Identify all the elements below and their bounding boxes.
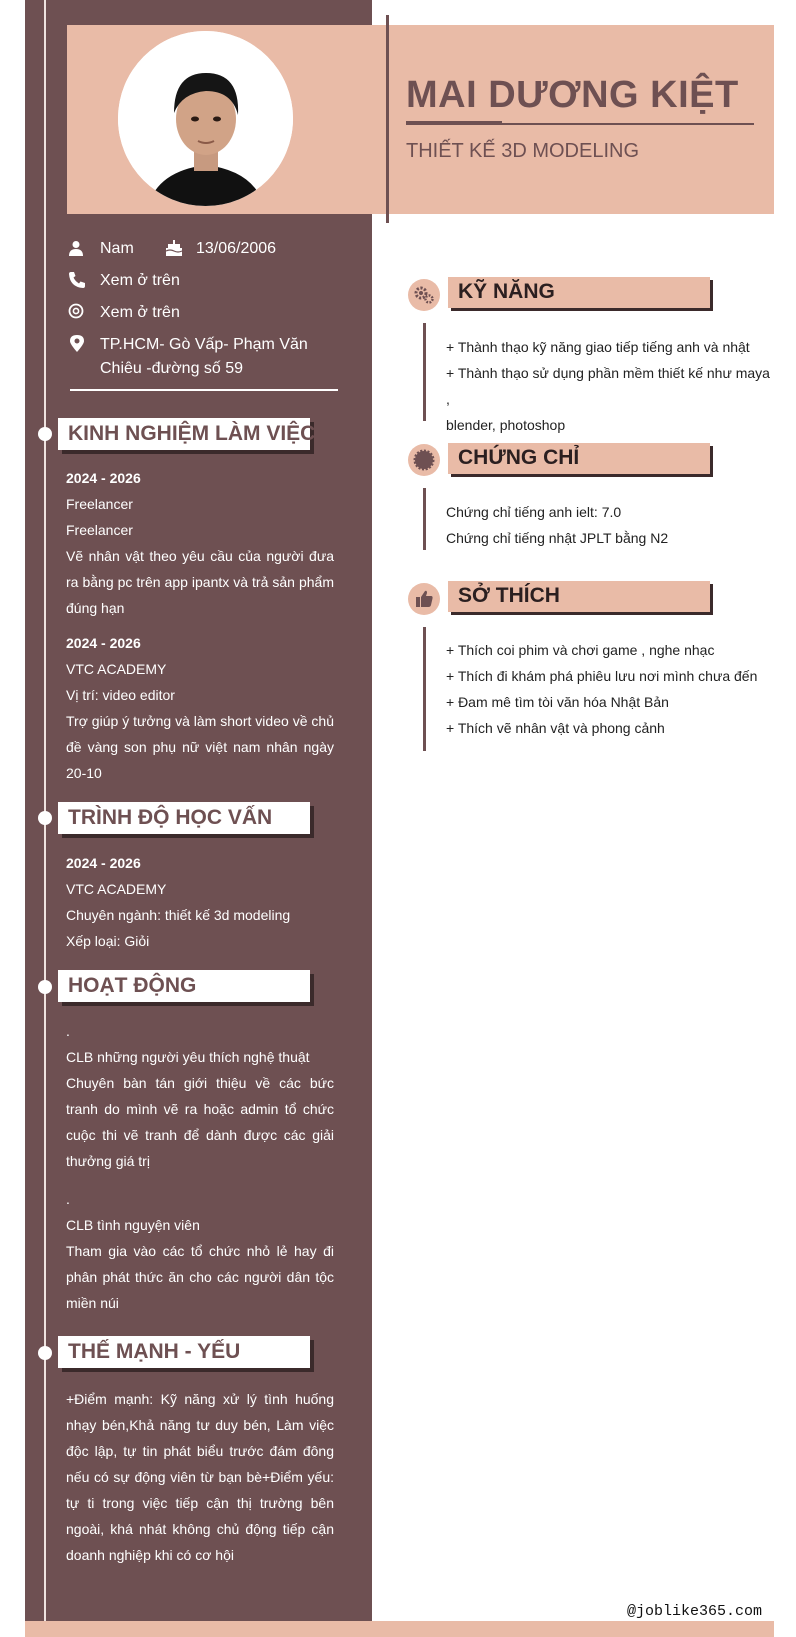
skill-line: + Thành thạo kỹ năng giao tiếp tiếng anh và nhật [446, 339, 750, 355]
activity-marker: . [66, 1191, 70, 1207]
job-title: THIẾT KẾ 3D MODELING [406, 140, 640, 162]
experience-heading: KINH NGHIỆM LÀM VIỆC [68, 422, 316, 445]
hobby-item: + Thích đi khám phá phiêu lưu nơi mình chưa đến [446, 668, 758, 684]
education-school: VTC ACADEMY [66, 881, 167, 897]
certificate-item: Chứng chỉ tiếng nhật JPLT bằng N2 [446, 530, 669, 546]
skill-line: blender, photoshop [446, 417, 566, 433]
strengths-heading: THẾ MẠNH - YẾU [68, 1340, 241, 1363]
watermark: @joblike365.com [627, 1603, 763, 1620]
timeline-dot [38, 980, 52, 994]
phone-value: Xem ở trên [100, 272, 180, 289]
strengths-text: +Điểm mạnh: Kỹ năng xử lý tình huống nhạy bén,Khả năng tư duy bén, Làm việc độc lập, tự tin phát biểu trước đám đông nếu có sự động viên từ bạn bè+Điểm yếu: tự ti trong việc tiếp cận thị trường bên ngoài, khá nhát không chủ động tiếp cận doanh nghiệp khi có cơ hội [66, 1391, 334, 1563]
activity-description: Chuyên bàn tán giới thiệu về các bức tranh do mình vẽ ra hoặc admin tổ chức cuộc thi vẽ tranh để dành được các giải thưởng giá trị [66, 1075, 334, 1169]
strengths-heading-box [58, 1336, 310, 1368]
timeline-dot [38, 427, 52, 441]
certificates-list [446, 499, 776, 551]
experience-item [66, 630, 334, 786]
contact-divider [70, 389, 338, 391]
certificates-heading: CHỨNG CHỈ [458, 446, 580, 469]
email-value: Xem ở trên [100, 304, 180, 321]
location-pin-icon [69, 334, 87, 352]
cake-icon [165, 239, 183, 257]
experience-description: Trợ giúp ý tưởng và làm short video về chủ đề vàng son phụ nữ việt nam nhân ngày 20-10 [66, 713, 334, 781]
skill-line: + Thành thạo sử dụng phần mềm thiết kế như maya , [446, 365, 770, 407]
certificates-bar [423, 488, 426, 550]
hobbies-list [446, 637, 776, 741]
activity-description: Tham gia vào các tổ chức nhỏ lẻ hay đi phân phát thức ăn cho các người dân tộc miền núi [66, 1243, 334, 1311]
certificate-item: Chứng chỉ tiếng anh ielt: 7.0 [446, 504, 622, 520]
header-divider [386, 15, 389, 223]
skills-heading-box [448, 277, 710, 308]
education-heading-box [58, 802, 310, 834]
experience-position: Freelancer [66, 522, 133, 538]
hobby-item: + Thích vẽ nhân vật và phong cảnh [446, 720, 665, 736]
hobbies-bar [423, 627, 426, 751]
thumbs-up-icon [408, 583, 440, 615]
activities-heading: HOẠT ĐỘNG [68, 974, 197, 997]
gears-icon [408, 279, 440, 311]
activity-item [66, 1186, 334, 1316]
name-underline-accent [406, 121, 502, 125]
footer-band [25, 1621, 774, 1637]
skills-list [446, 334, 776, 438]
at-sign-icon [68, 303, 86, 321]
hobby-item: + Đam mê tìm tòi văn hóa Nhật Bản [446, 694, 669, 710]
experience-period: 2024 - 2026 [66, 635, 141, 651]
experience-heading-box [58, 418, 316, 450]
activity-marker: . [66, 1023, 70, 1039]
hobby-item: + Thích coi phim và chơi game , nghe nhạc [446, 642, 715, 658]
phone-icon [68, 271, 86, 289]
hobbies-heading-box [448, 581, 710, 612]
candidate-name: MAI DƯƠNG KIỆT [406, 74, 739, 116]
education-item [66, 850, 334, 954]
experience-company: Freelancer [66, 496, 133, 512]
skills-bar [423, 323, 426, 421]
user-icon [68, 240, 86, 258]
hobbies-heading: SỞ THÍCH [458, 584, 560, 607]
activity-org: CLB những người yêu thích nghệ thuật [66, 1049, 310, 1065]
experience-position: Vị trí: video editor [66, 687, 175, 703]
birthday-value: 13/06/2006 [196, 240, 277, 257]
address-line-1: TP.HCM- Gò Vấp- Phạm Văn [100, 336, 308, 353]
timeline-dot [38, 1346, 52, 1360]
gender-value: Nam [100, 240, 134, 257]
education-period: 2024 - 2026 [66, 855, 141, 871]
education-heading: TRÌNH ĐỘ HỌC VẤN [68, 806, 273, 829]
profile-photo [118, 31, 293, 206]
education-grade: Xếp loại: Giỏi [66, 933, 150, 949]
address-line-2: Chiêu -đường số 59 [100, 360, 244, 377]
experience-item [66, 465, 334, 621]
strengths-block [66, 1386, 334, 1568]
timeline-dot [38, 811, 52, 825]
education-major: Chuyên ngành: thiết kế 3d modeling [66, 907, 291, 923]
certificates-heading-box [448, 443, 710, 474]
experience-description: Vẽ nhân vật theo yêu cầu của người đưa ra bằng pc trên app ipantx và trả sản phẩm đúng hạn [66, 548, 334, 616]
activities-heading-box [58, 970, 310, 1002]
badge-icon [408, 444, 440, 476]
experience-company: VTC ACADEMY [66, 661, 167, 677]
skills-heading: KỸ NĂNG [458, 280, 555, 303]
experience-period: 2024 - 2026 [66, 470, 141, 486]
activity-org: CLB tình nguyện viên [66, 1217, 200, 1233]
activity-item [66, 1018, 334, 1174]
